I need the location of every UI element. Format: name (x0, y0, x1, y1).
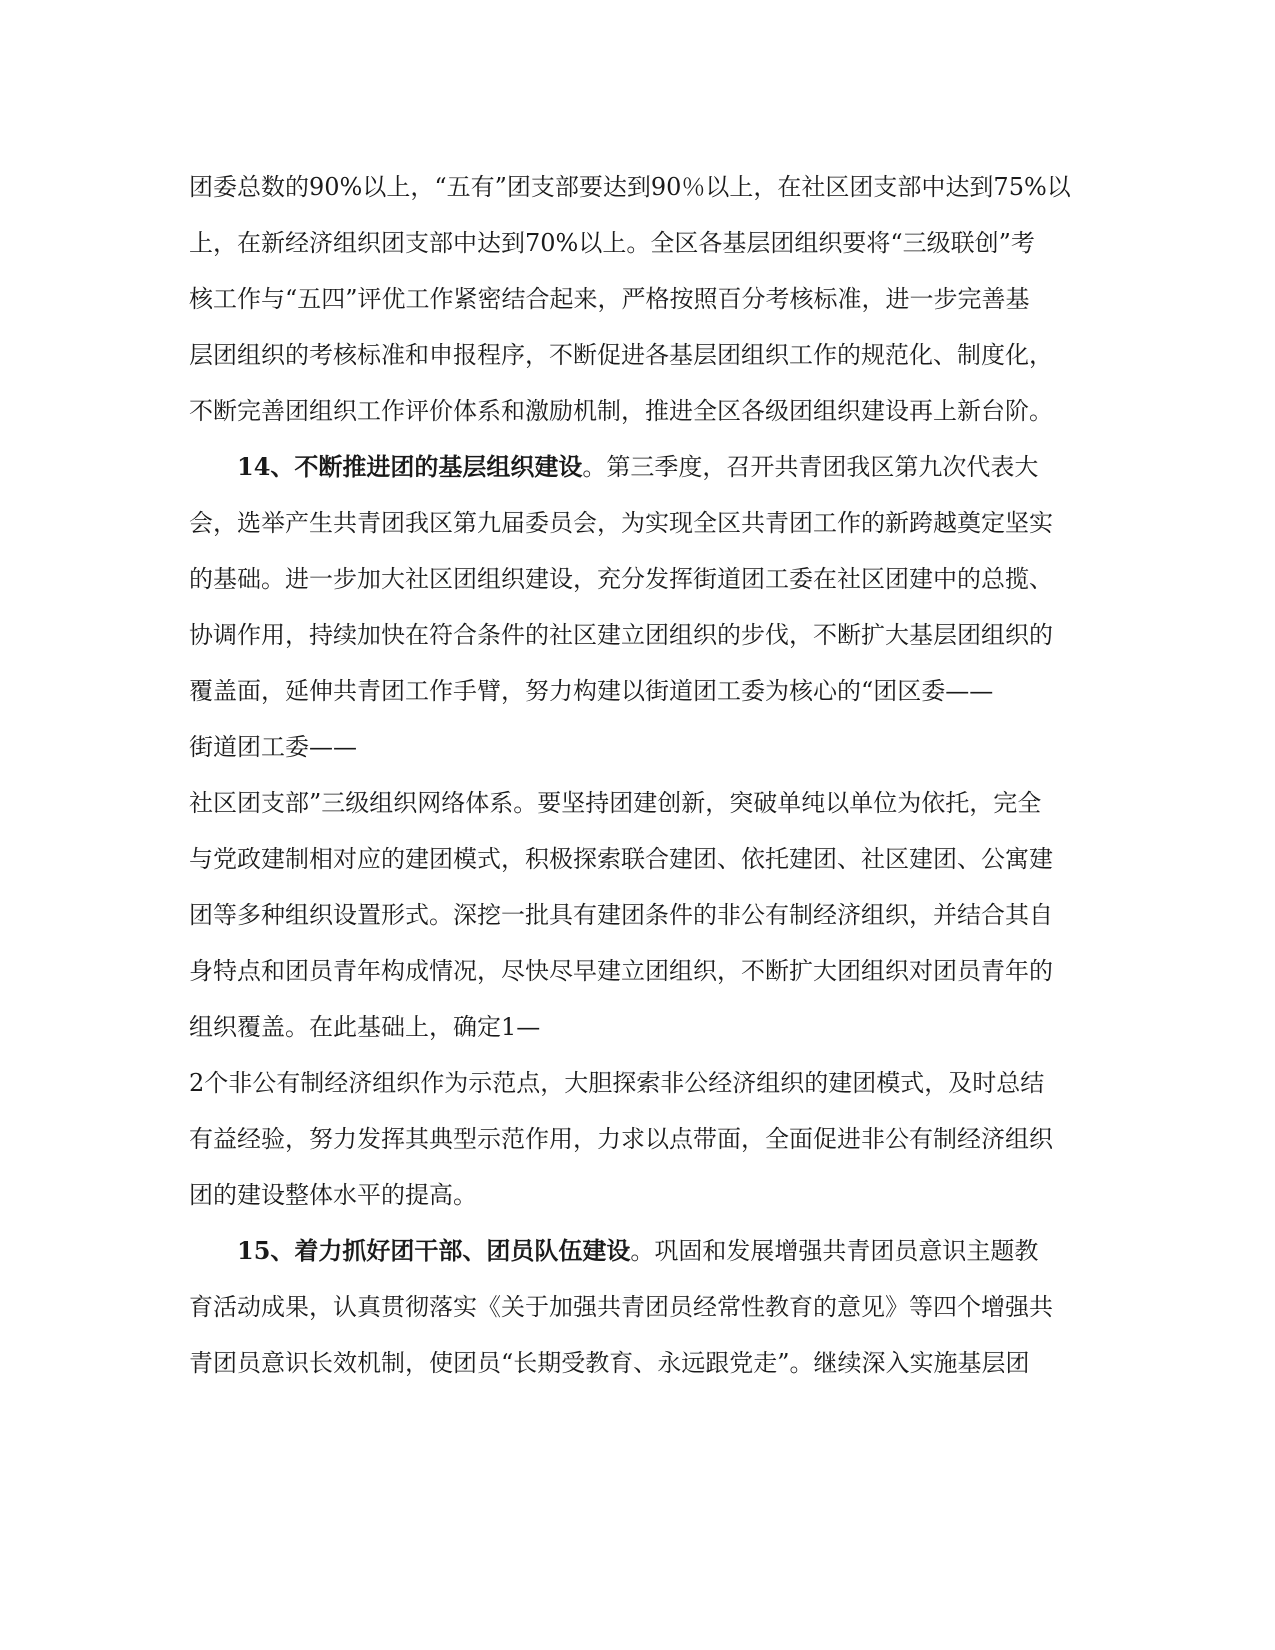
text-line: 核工作与“五四”评优工作紧密结合起来，严格按照百分考核标准，进一步完善基 (189, 285, 1030, 313)
section-14-heading: 14、不断推进团的基层组织建设 (237, 452, 583, 481)
section-15-first-line-text: 。巩固和发展增强共青团员意识主题教 (630, 1237, 1039, 1265)
text-line: 协调作用，持续加快在符合条件的社区建立团组织的步伐，不断扩大基层团组织的 (189, 621, 1053, 649)
text-line: 覆盖面，延伸共青团工作手臂，努力构建以街道团工委为核心的“团区委—— (189, 677, 994, 705)
text-line: 与党政建制相对应的建团模式，积极探索联合建团、依托建团、社区建团、公寓建 (189, 845, 1053, 873)
text-line: 团等多种组织设置形式。深挖一批具有建团条件的非公有制经济组织，并结合其自 (189, 901, 1053, 929)
section-14-first-line (237, 451, 1038, 483)
text-line: 青团员意识长效机制，使团员“长期受教育、永远跟党走”。继续深入实施基层团 (189, 1349, 1030, 1377)
text-line: 团的建设整体水平的提高。 (189, 1181, 477, 1209)
text-line: 层团组织的考核标准和申报程序，不断促进各基层团组织工作的规范化、制度化， (189, 341, 1053, 369)
text-line: 组织覆盖。在此基础上，确定1— (189, 1013, 541, 1041)
section-15-first-line (237, 1235, 1038, 1267)
text-line: 有益经验，努力发挥其典型示范作用，力求以点带面，全面促进非公有制经济组织 (189, 1125, 1053, 1153)
section-15-heading: 15、着力抓好团干部、团员队伍建设 (237, 1236, 631, 1265)
text-line: 的基础。进一步加大社区团组织建设，充分发挥街道团工委在社区团建中的总揽、 (189, 565, 1053, 593)
text-line: 育活动成果，认真贯彻落实《关于加强共青团员经常性教育的意见》等四个增强共 (189, 1293, 1053, 1321)
text-line: 社区团支部”三级组织网络体系。要坚持团建创新，突破单纯以单位为依托，完全 (189, 789, 1042, 817)
text-line: 不断完善团组织工作评价体系和激励机制，推进全区各级团组织建设再上新台阶。 (189, 397, 1053, 425)
text-line: 2个非公有制经济组织作为示范点，大胆探索非公经济组织的建团模式，及时总结 (189, 1069, 1045, 1097)
text-line: 会，选举产生共青团我区第九届委员会，为实现全区共青团工作的新跨越奠定坚实 (189, 509, 1053, 537)
section-14-first-line-text: 。第三季度，召开共青团我区第九次代表大 (582, 453, 1039, 481)
text-line: 团委总数的90%以上，“五有”团支部要达到90％以上，在社区团支部中达到75%以 (189, 173, 1071, 201)
text-line: 街道团工委—— (189, 733, 357, 761)
text-line: 身特点和团员青年构成情况，尽快尽早建立团组织，不断扩大团组织对团员青年的 (189, 957, 1053, 985)
text-line: 上，在新经济组织团支部中达到70%以上。全区各基层团组织要将“三级联创”考 (189, 229, 1035, 257)
